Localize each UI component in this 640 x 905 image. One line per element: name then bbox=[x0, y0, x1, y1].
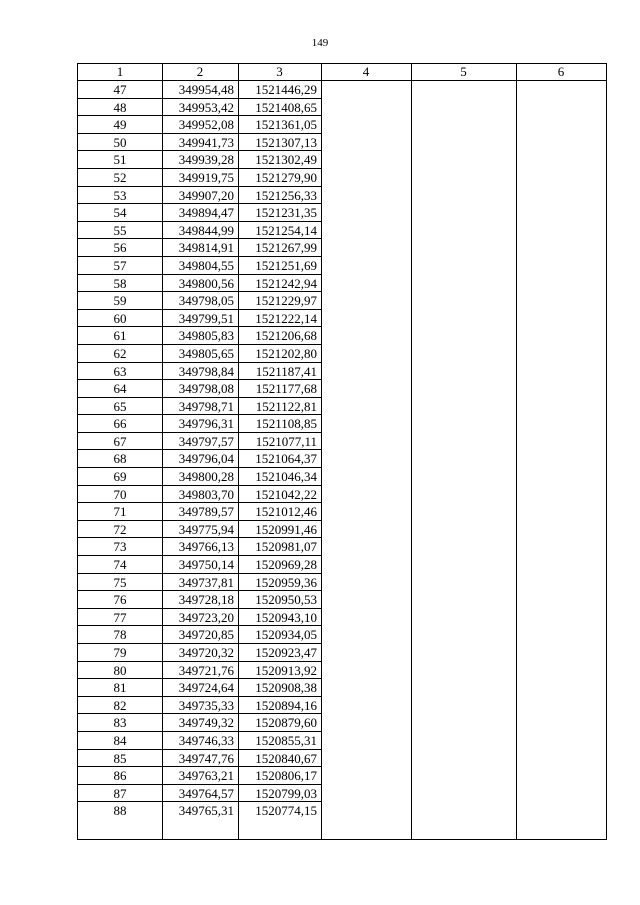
y-coordinate-cell: 1521254,14 bbox=[255, 222, 317, 238]
x-coordinate-cell: 349954,48 bbox=[178, 82, 234, 97]
x-coordinate-cell: 349814,91 bbox=[178, 240, 234, 256]
point-number-cell: 66 bbox=[113, 416, 127, 432]
x-coordinate-cell: 349789,57 bbox=[178, 504, 234, 520]
y-coordinate-cell: 1521064,37 bbox=[255, 451, 317, 467]
y-coordinate-cell: 1521222,14 bbox=[255, 310, 317, 326]
x-coordinate-cell: 349749,32 bbox=[178, 715, 234, 731]
y-coordinate-cell: 1520806,17 bbox=[255, 768, 317, 784]
table-row bbox=[78, 556, 321, 574]
point-number-cell: 72 bbox=[113, 521, 127, 537]
column-divider bbox=[516, 64, 517, 839]
coordinates-table bbox=[77, 63, 607, 840]
point-number-cell: 51 bbox=[113, 152, 127, 168]
table-row bbox=[78, 538, 321, 556]
x-coordinate-cell: 349746,33 bbox=[178, 732, 234, 748]
x-coordinate-cell: 349796,04 bbox=[178, 451, 234, 467]
y-coordinate-cell: 1521361,05 bbox=[255, 117, 317, 133]
point-number-cell: 88 bbox=[113, 803, 127, 819]
y-coordinate-cell: 1521202,80 bbox=[255, 345, 317, 361]
y-coordinate-cell: 1520981,07 bbox=[255, 539, 317, 555]
point-number-cell: 82 bbox=[113, 697, 127, 713]
point-number-cell: 67 bbox=[113, 433, 127, 449]
x-coordinate-cell: 349720,32 bbox=[178, 645, 234, 660]
x-coordinate-cell: 349721,76 bbox=[178, 662, 234, 678]
x-coordinate-cell: 349765,31 bbox=[178, 803, 234, 819]
table-row bbox=[78, 310, 321, 328]
y-coordinate-cell: 1521229,97 bbox=[255, 293, 317, 309]
x-coordinate-cell: 349805,83 bbox=[178, 328, 234, 344]
table-body bbox=[78, 81, 321, 820]
x-coordinate-cell: 349844,99 bbox=[178, 222, 234, 238]
table-row bbox=[78, 802, 321, 820]
x-coordinate-cell: 349800,28 bbox=[178, 469, 234, 485]
point-number-cell: 64 bbox=[113, 381, 127, 397]
y-coordinate-cell: 1520840,67 bbox=[255, 750, 317, 766]
table-row bbox=[78, 644, 321, 662]
y-coordinate-cell: 1520908,38 bbox=[255, 680, 317, 696]
x-coordinate-cell: 349796,31 bbox=[178, 416, 234, 432]
point-number-cell: 57 bbox=[113, 257, 127, 273]
table-row bbox=[78, 503, 321, 521]
x-coordinate-cell: 349799,51 bbox=[178, 310, 234, 326]
y-coordinate-cell: 1521267,99 bbox=[255, 240, 317, 256]
point-number-cell: 61 bbox=[113, 328, 127, 344]
y-coordinate-cell: 1520879,60 bbox=[255, 715, 317, 731]
x-coordinate-cell: 349798,71 bbox=[178, 398, 234, 414]
y-coordinate-cell: 1521242,94 bbox=[255, 275, 317, 291]
point-number-cell: 53 bbox=[113, 187, 127, 203]
x-coordinate-cell: 349941,73 bbox=[178, 134, 234, 150]
table-row bbox=[78, 521, 321, 539]
column-divider bbox=[411, 64, 412, 839]
y-coordinate-cell: 1520913,92 bbox=[255, 662, 317, 678]
table-row bbox=[78, 363, 321, 381]
point-number-cell: 48 bbox=[113, 99, 127, 115]
y-coordinate-cell: 1521187,41 bbox=[255, 363, 317, 379]
y-coordinate-cell: 1521077,11 bbox=[255, 433, 317, 449]
table-row bbox=[78, 679, 321, 697]
y-coordinate-cell: 1520923,47 bbox=[255, 645, 317, 660]
y-coordinate-cell: 1520934,05 bbox=[255, 627, 317, 643]
point-number-cell: 47 bbox=[113, 82, 127, 97]
y-coordinate-cell: 1520943,10 bbox=[255, 609, 317, 625]
table-row bbox=[78, 732, 321, 750]
point-number-cell: 52 bbox=[113, 169, 127, 185]
point-number-cell: 85 bbox=[113, 750, 127, 766]
header-col-2: 2 bbox=[196, 64, 204, 79]
y-coordinate-cell: 1520855,31 bbox=[255, 732, 317, 748]
x-coordinate-cell: 349766,13 bbox=[178, 539, 234, 555]
table-header-row bbox=[78, 64, 606, 81]
x-coordinate-cell: 349952,08 bbox=[178, 117, 234, 133]
table-row bbox=[78, 222, 321, 240]
x-coordinate-cell: 349724,64 bbox=[178, 680, 234, 696]
point-number-cell: 87 bbox=[113, 785, 127, 801]
table-row bbox=[78, 785, 321, 803]
point-number-cell: 65 bbox=[113, 398, 127, 414]
x-coordinate-cell: 349800,56 bbox=[178, 275, 234, 291]
x-coordinate-cell: 349775,94 bbox=[178, 521, 234, 537]
table-row bbox=[78, 292, 321, 310]
header-col-6: 6 bbox=[557, 64, 565, 79]
x-coordinate-cell: 349747,76 bbox=[178, 750, 234, 766]
x-coordinate-cell: 349894,47 bbox=[178, 205, 234, 221]
table-row bbox=[78, 187, 321, 205]
table-row bbox=[78, 450, 321, 468]
y-coordinate-cell: 1521307,13 bbox=[255, 134, 317, 150]
point-number-cell: 71 bbox=[113, 504, 127, 520]
table-row bbox=[78, 626, 321, 644]
y-coordinate-cell: 1521122,81 bbox=[255, 398, 317, 414]
point-number-cell: 55 bbox=[113, 222, 127, 238]
table-row bbox=[78, 415, 321, 433]
point-number-cell: 78 bbox=[113, 627, 127, 643]
table-row bbox=[78, 345, 321, 363]
y-coordinate-cell: 1521408,65 bbox=[255, 99, 317, 115]
table-row bbox=[78, 433, 321, 451]
point-number-cell: 58 bbox=[113, 275, 127, 291]
y-coordinate-cell: 1521302,49 bbox=[255, 152, 317, 168]
column-divider bbox=[321, 64, 322, 839]
point-number-cell: 59 bbox=[113, 293, 127, 309]
table-row bbox=[78, 591, 321, 609]
table-row bbox=[78, 275, 321, 293]
table-row bbox=[78, 239, 321, 257]
point-number-cell: 81 bbox=[113, 680, 127, 696]
y-coordinate-cell: 1521012,46 bbox=[255, 504, 317, 520]
header-col-3: 3 bbox=[276, 64, 283, 79]
point-number-cell: 75 bbox=[113, 574, 127, 590]
table-row bbox=[78, 662, 321, 680]
x-coordinate-cell: 349919,75 bbox=[178, 169, 234, 185]
table-row bbox=[78, 398, 321, 416]
y-coordinate-cell: 1521206,68 bbox=[255, 328, 317, 344]
table-row bbox=[78, 151, 321, 169]
header-col-1: 1 bbox=[116, 64, 124, 79]
x-coordinate-cell: 349723,20 bbox=[178, 609, 234, 625]
x-coordinate-cell: 349750,14 bbox=[178, 557, 234, 573]
point-number-cell: 76 bbox=[113, 592, 127, 608]
point-number-cell: 69 bbox=[113, 469, 127, 485]
table-row bbox=[78, 134, 321, 152]
point-number-cell: 77 bbox=[113, 609, 127, 625]
y-coordinate-cell: 1521446,29 bbox=[255, 82, 317, 97]
table-row bbox=[78, 767, 321, 785]
table-row bbox=[78, 204, 321, 222]
point-number-cell: 74 bbox=[113, 557, 127, 573]
table-row bbox=[78, 99, 321, 117]
x-coordinate-cell: 349737,81 bbox=[178, 574, 234, 590]
point-number-cell: 83 bbox=[113, 715, 127, 731]
x-coordinate-cell: 349764,57 bbox=[178, 785, 234, 801]
point-number-cell: 56 bbox=[113, 240, 127, 256]
point-number-cell: 60 bbox=[113, 310, 127, 326]
table-row bbox=[78, 468, 321, 486]
y-coordinate-cell: 1521177,68 bbox=[255, 381, 317, 397]
x-coordinate-cell: 349804,55 bbox=[178, 257, 234, 273]
x-coordinate-cell: 349798,05 bbox=[178, 293, 234, 309]
table-row bbox=[78, 750, 321, 768]
x-coordinate-cell: 349939,28 bbox=[178, 152, 234, 168]
point-number-cell: 84 bbox=[113, 732, 127, 748]
table-row bbox=[78, 327, 321, 345]
y-coordinate-cell: 1521256,33 bbox=[255, 187, 317, 203]
point-number-cell: 70 bbox=[113, 486, 127, 502]
table-row bbox=[78, 697, 321, 715]
x-coordinate-cell: 349805,65 bbox=[178, 345, 234, 361]
point-number-cell: 63 bbox=[113, 363, 127, 379]
y-coordinate-cell: 1521108,85 bbox=[255, 416, 317, 432]
header-col-5: 5 bbox=[460, 64, 467, 79]
table-row bbox=[78, 486, 321, 504]
y-coordinate-cell: 1520774,15 bbox=[255, 803, 317, 819]
y-coordinate-cell: 1521251,69 bbox=[255, 257, 317, 273]
y-coordinate-cell: 1520894,16 bbox=[255, 697, 317, 713]
x-coordinate-cell: 349763,21 bbox=[178, 768, 234, 784]
x-coordinate-cell: 349803,70 bbox=[178, 486, 234, 502]
point-number-cell: 86 bbox=[113, 768, 127, 784]
table-row bbox=[78, 714, 321, 732]
x-coordinate-cell: 349735,33 bbox=[178, 697, 234, 713]
point-number-cell: 80 bbox=[113, 662, 127, 678]
x-coordinate-cell: 349720,85 bbox=[178, 627, 234, 643]
x-coordinate-cell: 349798,08 bbox=[178, 381, 234, 397]
y-coordinate-cell: 1520991,46 bbox=[255, 521, 317, 537]
y-coordinate-cell: 1521042,22 bbox=[255, 486, 317, 502]
table-row bbox=[78, 169, 321, 187]
table-row bbox=[78, 257, 321, 275]
point-number-cell: 62 bbox=[113, 345, 127, 361]
y-coordinate-cell: 1520950,53 bbox=[255, 592, 317, 608]
y-coordinate-cell: 1520959,36 bbox=[255, 574, 317, 590]
point-number-cell: 68 bbox=[113, 451, 127, 467]
table-row bbox=[78, 380, 321, 398]
y-coordinate-cell: 1521279,90 bbox=[255, 169, 317, 185]
y-coordinate-cell: 1521231,35 bbox=[255, 205, 317, 221]
page-number: 149 bbox=[311, 37, 329, 49]
table-row bbox=[78, 116, 321, 134]
y-coordinate-cell: 1520799,03 bbox=[255, 785, 317, 801]
table-row bbox=[78, 81, 321, 99]
x-coordinate-cell: 349728,18 bbox=[178, 592, 234, 608]
x-coordinate-cell: 349797,57 bbox=[178, 433, 234, 449]
point-number-cell: 54 bbox=[113, 205, 127, 221]
x-coordinate-cell: 349798,84 bbox=[178, 363, 234, 379]
y-coordinate-cell: 1521046,34 bbox=[255, 469, 317, 485]
table-row bbox=[78, 574, 321, 592]
point-number-cell: 73 bbox=[113, 539, 127, 555]
point-number-cell: 49 bbox=[113, 117, 127, 133]
point-number-cell: 50 bbox=[113, 134, 127, 150]
table-row bbox=[78, 609, 321, 627]
x-coordinate-cell: 349907,20 bbox=[178, 187, 234, 203]
x-coordinate-cell: 349953,42 bbox=[178, 99, 234, 115]
header-col-4: 4 bbox=[362, 64, 370, 79]
point-number-cell: 79 bbox=[113, 645, 127, 660]
y-coordinate-cell: 1520969,28 bbox=[255, 557, 317, 573]
